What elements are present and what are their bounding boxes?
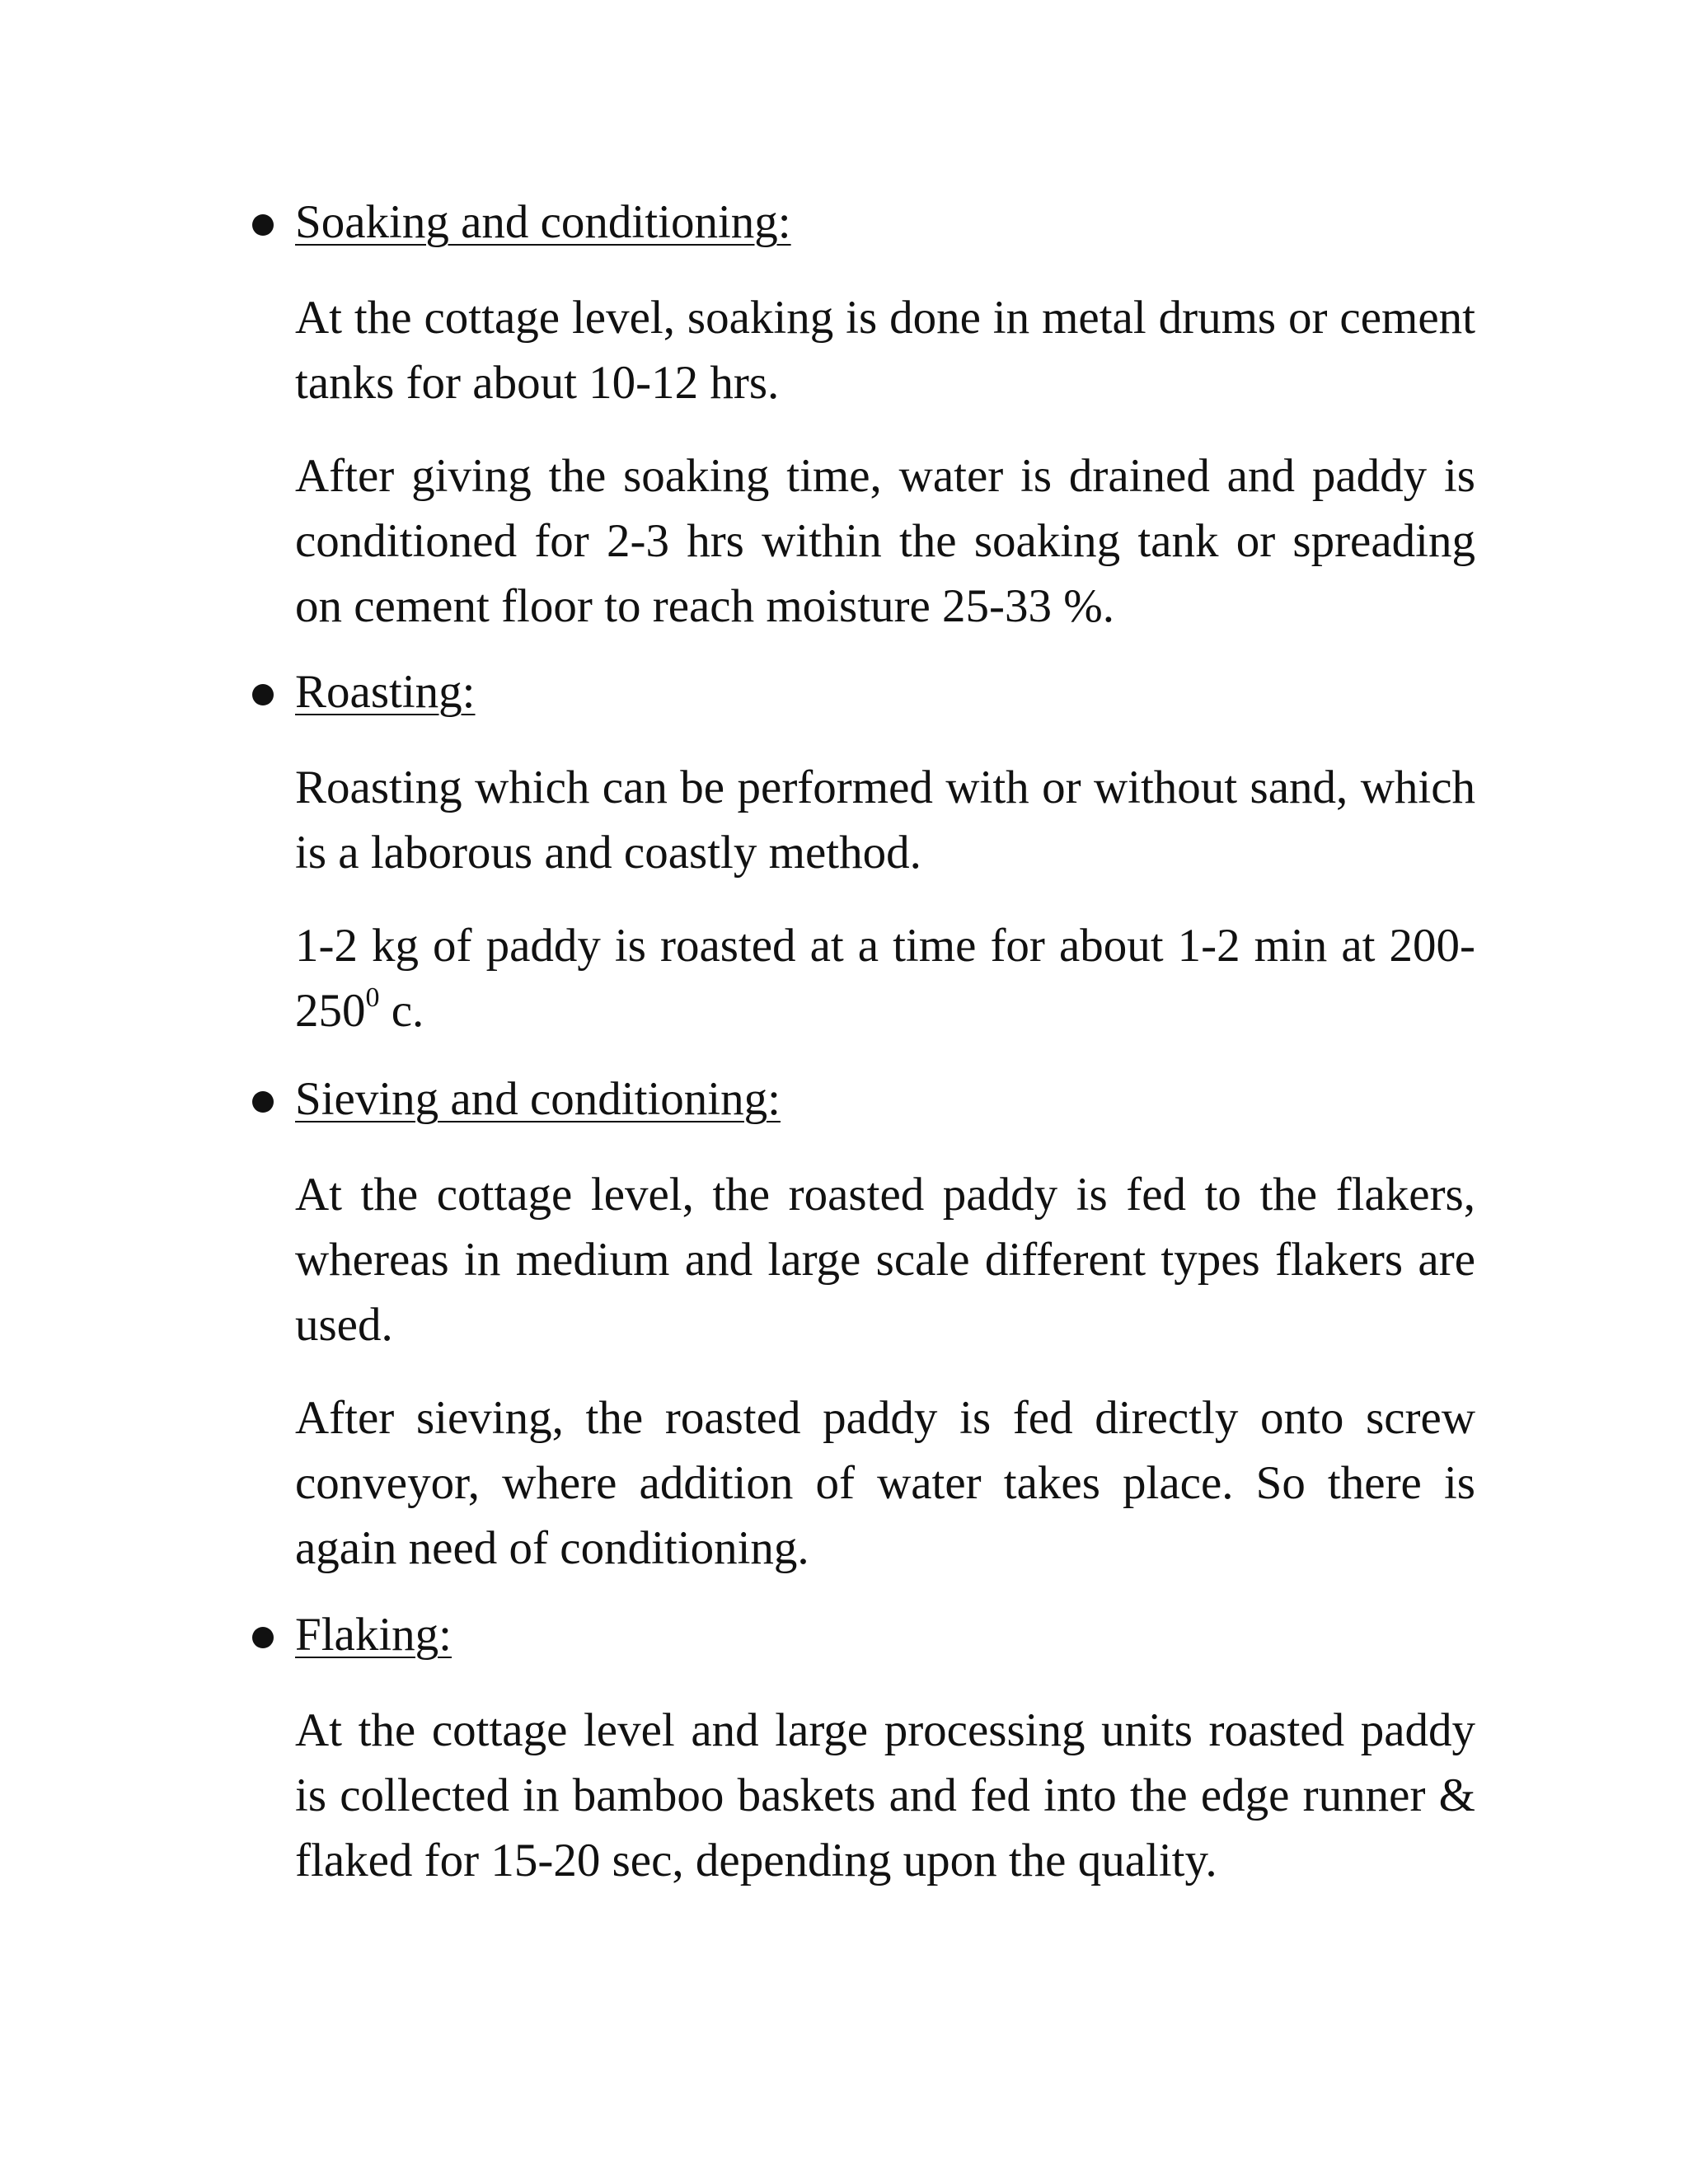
paragraph-temperature	[295, 913, 1475, 1043]
section-heading-row	[239, 664, 1475, 730]
section-flaking	[239, 1607, 1475, 1893]
section-heading-row	[239, 1607, 1475, 1673]
bullet-icon	[252, 1091, 274, 1113]
section-heading-row	[239, 194, 1475, 260]
section-roasting	[239, 664, 1475, 1043]
section-heading: Sieving and conditioning:	[295, 1073, 781, 1125]
temperature-text: 1-2 kg of paddy is roasted at a time for about 1-2 min at 200-250	[295, 920, 1475, 1037]
bullet-icon	[252, 214, 274, 236]
section-heading: Flaking:	[295, 1609, 452, 1661]
bullet-icon	[252, 684, 274, 705]
section-heading-row	[239, 1071, 1475, 1137]
section-sieving	[239, 1071, 1475, 1581]
section-heading: Roasting:	[295, 666, 476, 718]
section-soaking	[239, 194, 1475, 639]
paragraph: At the cottage level, the roasted paddy is fed to the flakers, whereas in medium and large scale different types flakers are used.	[295, 1169, 1475, 1351]
temperature-unit: c.	[379, 985, 424, 1037]
paragraph: After sieving, the roasted paddy is fed directly onto screw conveyor, where addition of water takes place. So there is again need of conditioning.	[295, 1392, 1475, 1574]
section-heading: Soaking and conditioning:	[295, 196, 791, 248]
paragraph: At the cottage level and large processing units roasted paddy is collected in bamboo baskets and fed into the edge runner & flaked for 15-20 sec, depending upon the quality.	[295, 1704, 1475, 1886]
degree-superscript: 0	[365, 982, 380, 1013]
bullet-icon	[252, 1627, 274, 1648]
paragraph: Roasting which can be performed with or without sand, which is a laborous and coastly method.	[295, 762, 1475, 879]
paragraph: After giving the soaking time, water is drained and paddy is conditioned for 2-3 hrs within the soaking tank or spreading on cement floor to reach moisture 25-33 %.	[295, 450, 1475, 632]
paragraph: At the cottage level, soaking is done in metal drums or cement tanks for about 10-12 hrs.	[295, 292, 1475, 409]
